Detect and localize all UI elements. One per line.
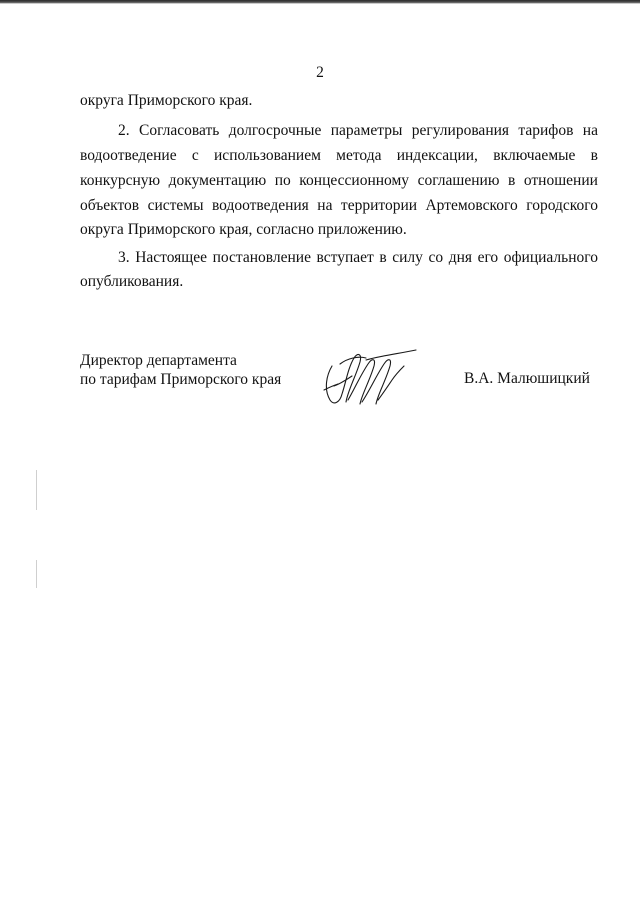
handwritten-signature (318, 346, 420, 408)
signer-title (80, 351, 281, 389)
word: его (477, 249, 499, 266)
word: объектов (80, 197, 140, 214)
word: метода (336, 147, 382, 164)
word: системы (147, 197, 204, 214)
paragraph-2-line-2 (80, 147, 598, 165)
page-number: 2 (316, 64, 324, 81)
word: 3. (118, 249, 130, 266)
word: по (274, 172, 291, 189)
paragraph-3-line-1 (118, 249, 598, 267)
word: Согласовать (139, 122, 220, 139)
scan-artifact-mark (36, 470, 37, 510)
word: официального (503, 249, 598, 266)
word: городского (526, 197, 598, 214)
signer-name: В.А. Малюшицкий (464, 370, 590, 387)
word: водоотведение (80, 147, 177, 164)
word: индексации, (396, 147, 478, 164)
word: включаемые (493, 147, 576, 164)
paragraph-2-line-1 (118, 122, 598, 140)
word: силу (392, 249, 423, 266)
word: в (590, 147, 598, 164)
word: территории (340, 197, 418, 214)
word: соглашению (417, 172, 500, 189)
scan-top-edge (0, 0, 640, 4)
signer-title-line-1: Директор департамента (80, 352, 237, 369)
word: водоотведения (211, 197, 309, 214)
word: на (582, 122, 598, 139)
word: 2. (118, 122, 130, 139)
word: в (507, 172, 516, 189)
signer-title-line-2: по тарифам Приморского края (80, 371, 282, 388)
paragraph-2-line-5: округа Приморского края, согласно приложению. (80, 221, 407, 238)
word: документацию (168, 172, 267, 189)
word: отношении (523, 172, 598, 189)
word: со (428, 249, 444, 266)
word: Настоящее (135, 249, 207, 266)
word: Артемовского (425, 197, 518, 214)
word: тарифов (518, 122, 574, 139)
word: использованием (214, 147, 321, 164)
word: долгосрочные (228, 122, 322, 139)
word: параметры (330, 122, 403, 139)
text-line: округа Приморского края. (80, 92, 253, 109)
paragraph-3-line-2: опубликования. (80, 273, 184, 290)
word: в (379, 249, 387, 266)
word: концессионному (299, 172, 410, 189)
word: конкурсную (80, 172, 161, 189)
word: дня (448, 249, 472, 266)
word: на (317, 197, 333, 214)
word: регулирования (411, 122, 510, 139)
word: вступает (316, 249, 374, 266)
word: постановление (212, 249, 311, 266)
paragraph-2-line-3 (80, 172, 598, 190)
paragraph-2-line-4 (80, 197, 598, 215)
scan-artifact-mark (36, 560, 37, 588)
word: с (191, 147, 199, 164)
